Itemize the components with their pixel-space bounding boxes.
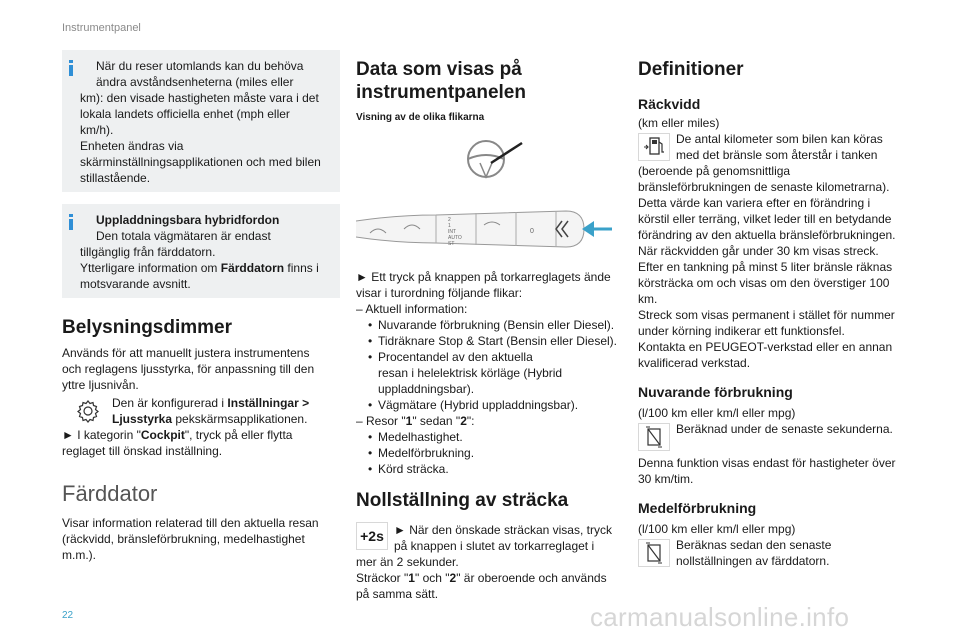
current-consumption-unit: (l/100 km eller km/l eller mpg) bbox=[638, 406, 796, 420]
watermark: carmanualsonline.info bbox=[590, 602, 850, 632]
page-header: Instrumentpanel bbox=[62, 22, 141, 34]
svg-text:2: 2 bbox=[448, 217, 451, 223]
note-line: stillastående. bbox=[80, 171, 151, 185]
svg-text:INT: INT bbox=[448, 229, 457, 235]
info-icon bbox=[68, 214, 74, 230]
note-line: km): den visade hastigheten måste vara i det bbox=[80, 91, 319, 105]
section-title-reset: Nollställning av sträcka bbox=[356, 490, 569, 511]
steering-wheel-icon bbox=[468, 141, 522, 177]
current-consumption-title: Nuvarande förbrukning bbox=[638, 384, 793, 400]
note-line: ändra avståndsenheterna (miles eller bbox=[96, 75, 294, 89]
column-2 bbox=[356, 58, 634, 602]
section-subtitle: Visning av de olika flikarna bbox=[356, 112, 485, 123]
current-consumption-icon-text: Beräknad under de senaste sekunderna. bbox=[638, 421, 916, 453]
svg-text:AUTO: AUTO bbox=[448, 235, 462, 241]
note-hybrid bbox=[62, 204, 340, 298]
note-units-abroad bbox=[62, 50, 340, 192]
stalk-body bbox=[356, 211, 584, 247]
note-line: km/h). bbox=[80, 123, 114, 137]
press-arrow-icon bbox=[582, 221, 612, 237]
fuel-pump-icon bbox=[638, 133, 670, 161]
svg-text:ST: ST bbox=[448, 241, 455, 247]
reset-instruction-cont: mer än 2 sekunder. Sträckor "1" och "2" är oberoende och används på samma sätt. bbox=[356, 555, 607, 601]
range-text: (beroende på genomsnittliga bränsleförbrukningen de senaste kilometrarna). Detta värde kan variera efter en förändring i körstil eller terräng, vilket leder till en betydande förändring av den aktuella bränsleförbrukningen. När räckvidden går under 30 km visas streck. Efter en tankning på minst 5 liter bränsle räknas körsträcka om och visas om den överstiger 100 km. Streck som visas permanent i stället för nummer under körning indikerar ett funktionsfel. Kontakta en PEUGEOT-verkstad eller en annan kvalificerad verkstad. bbox=[638, 164, 896, 370]
wiper-stalk-illustration bbox=[356, 133, 634, 263]
section-title-definitions: Definitioner bbox=[638, 59, 744, 80]
range-icon-text: De antal kilometer som bilen kan köras med det bränsle som återstår i tanken bbox=[638, 131, 916, 163]
note-line: Den totala vägmätaren är endast bbox=[96, 229, 271, 243]
trip-computer-text: Visar information relaterad till den aktuella resan (räckvidd, bränsleförbrukning, medelhastighet m.m.). bbox=[62, 516, 319, 562]
avg-consumption-icon-text: Beräknas sedan den senaste nollställningen av färddatorn. bbox=[638, 537, 916, 569]
range-unit: (km eller miles) bbox=[638, 116, 720, 130]
info-icon bbox=[68, 60, 74, 76]
press-instruction: ► Ett tryck på knappen på torkarreglagets ände visar i turordning följande flikar: – Aktuell information: • Nuvarande förbrukning (Bensin eller Diesel). • Tidräknare Stop & Start (Bensin eller Diesel). • Procentandel av den aktuella resan i helelektrisk körläge (Hybrid uppladdningsbar). • Vägmätare (Hybrid uppladdningsbar). – Resor "1" sedan "2": • Medelhastighet. • Medelförbrukning. • Körd sträcka. bbox=[356, 269, 634, 477]
column-3 bbox=[638, 58, 916, 569]
crossed-box-icon bbox=[638, 539, 670, 567]
note-title: Uppladdningsbara hybridfordon bbox=[96, 213, 280, 227]
settings-gear-icon bbox=[74, 397, 102, 425]
cockpit-instruction: ► I kategorin "Cockpit", tryck på eller flytta reglaget till önskad inställning. bbox=[62, 428, 293, 458]
note-line: skärminställningsapplikationen och med bilen bbox=[80, 155, 321, 169]
current-consumption-text: Denna funktion visas endast för hastigheter över 30 km/tim. bbox=[638, 456, 896, 486]
page-number: 22 bbox=[62, 610, 74, 621]
note-line: Ytterligare information om Färddatorn finns i bbox=[80, 261, 319, 275]
column-1 bbox=[62, 50, 340, 563]
avg-consumption-unit: (l/100 km eller km/l eller mpg) bbox=[638, 522, 796, 536]
section-title-trip-computer: Färddator bbox=[62, 481, 158, 506]
crossed-box-icon bbox=[638, 423, 670, 451]
note-line: tillgänglig från färddatorn. bbox=[80, 245, 216, 259]
note-line: Enheten ändras via bbox=[80, 139, 184, 153]
note-line: När du reser utomlands kan du behöva bbox=[96, 59, 304, 73]
dimmer-text: Används för att manuellt justera instrumentens och reglagens ljusstyrka, för anpassning till den yttre ljusnivån. bbox=[62, 346, 315, 392]
section-title-dimmer: Belysningsdimmer bbox=[62, 317, 232, 338]
dimmer-config: Den är konfigurerad i Inställningar > Ljusstyrka pekskärmsapplikationen. bbox=[62, 395, 340, 427]
svg-text:0: 0 bbox=[530, 228, 534, 235]
avg-consumption-title: Medelförbrukning bbox=[638, 500, 757, 516]
note-line: motsvarande avsnitt. bbox=[80, 277, 191, 291]
hold-2s-icon: +2s bbox=[356, 522, 388, 550]
note-line: lokala landets officiella enhet (mph eller bbox=[80, 107, 290, 121]
svg-text:1: 1 bbox=[448, 223, 451, 229]
section-title-data: Data som visas på instrumentpanelen bbox=[356, 59, 526, 103]
range-title: Räckvidd bbox=[638, 96, 701, 112]
stalk-diagram bbox=[356, 133, 634, 263]
reset-instruction: +2s ► När den önskade sträckan visas, tryck på knappen i slutet av torkarreglaget i bbox=[356, 522, 634, 554]
